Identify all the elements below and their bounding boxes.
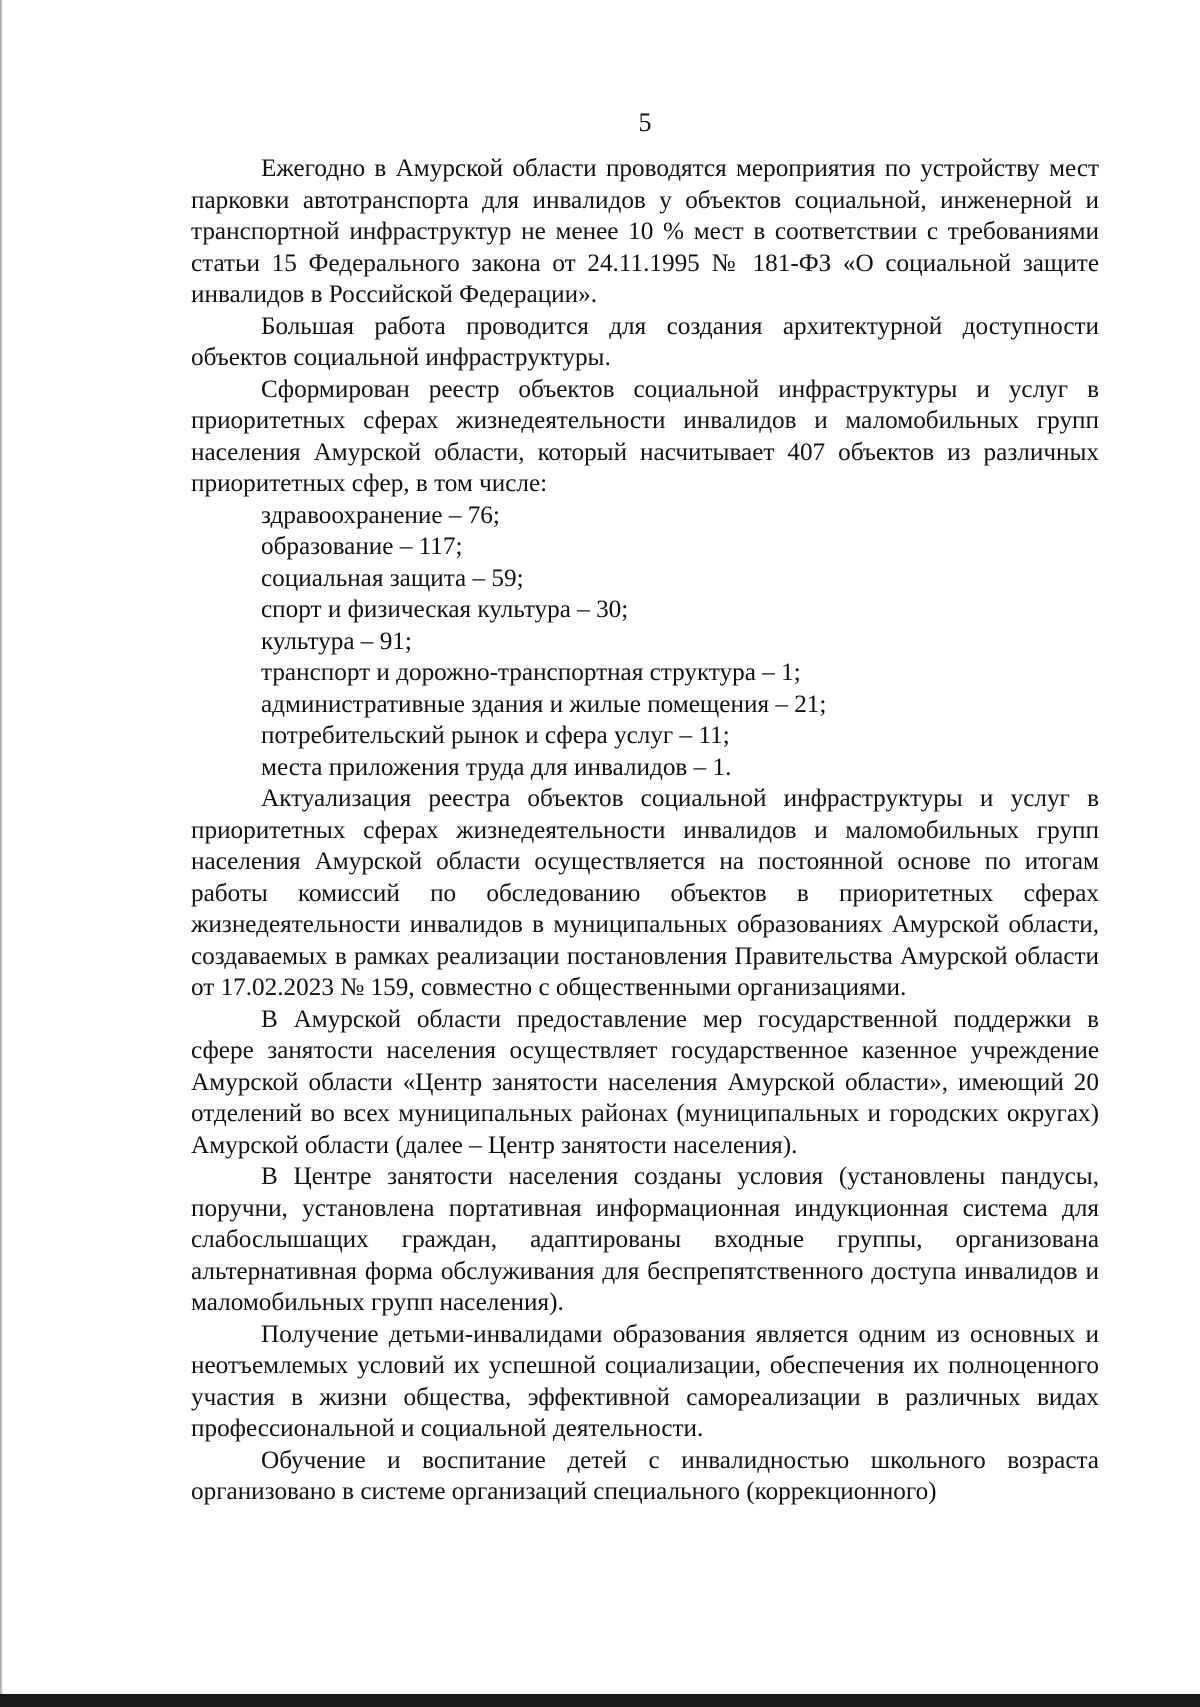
list-item: транспорт и дорожно-транспортная структура – 1; [261,659,801,686]
scan-left-edge [0,0,3,1707]
paragraph-registry-update: Актуализация реестра объектов социальной инфраструктуры и услуг в приоритетных сферах жизнедеятельности инвалидов и маломобильных групп населения Амурской области осуществляется на постоянной основе по итогам работы комиссий по обследованию объектов в приоритетных сферах жизнедеятельности инвалидов в муниципальных образованиях Амурской области, создаваемых в рамках реализации постановления Правительства Амурской области от 17.02.2023 № 159, совместно с общественными организациями. [191,785,1099,1001]
list-item: административные здания и жилые помещения – 21; [261,690,827,718]
scan-bottom-edge [0,1694,1200,1707]
paragraph-accessibility: Большая работа проводится для создания архитектурной доступности объектов социальной инфраструктуры. [191,312,1099,371]
paragraph-parking: Ежегодно в Амурской области проводятся мероприятия по устройству мест парковки автотранспорта для инвалидов у объектов социальной, инженерной и транспортной инфраструктур не менее 10 % мест в соответствии с требованиями статьи 15 Федерального закона от 24.11.1995 № 181-ФЗ «О социальной защите инвалидов в Российской Федерации». [191,155,1099,308]
list-item: места приложения труда для инвалидов – 1. [261,753,732,781]
paragraph-registry: Сформирован реестр объектов социальной инфраструктуры и услуг в приоритетных сферах жизнедеятельности инвалидов и маломобильных групп населения Амурской области, который насчитывает 407 объектов из различных приоритетных сфер, в том числе: [191,375,1099,497]
paragraph-center-conditions: В Центре занятости населения созданы условия (установлены пандусы, поручни, установлена портативная информационная индукционная система для слабослышащих граждан, адаптированы входные группы, организована альтернативная форма обслуживания для беспрепятственного доступа инвалидов и маломобильных групп населения). [191,1163,1099,1316]
list-item: образование – 117; [261,533,463,560]
list-item: потребительский рынок и сфера услуг – 11; [261,722,730,749]
list-item: культура – 91; [261,627,412,655]
paragraph-employment-center: В Амурской области предоставление мер государственной поддержки в сфере занятости населения осуществляет государственное казенное учреждение Амурской области «Центр занятости населения Амурской области», имеющий 20 отделений во всех муниципальных районах (муниципальных и городских округах) Амурской области (далее – Центр занятости населения). [191,1005,1099,1159]
list-item: здравоохранение – 76; [261,501,500,529]
document-body [191,153,1099,1508]
page-number: 5 [638,108,652,137]
paragraph-education: Получение детьми-инвалидами образования является одним из основных и неотъемлемых условий их успешной социализации, обеспечения их полноценного участия в жизни общества, эффективной самореализации в различных видах профессиональной и социальной деятельности. [191,1320,1099,1442]
paragraph-schooling: Обучение и воспитание детей с инвалидностью школьного возраста организовано в системе организаций специального (коррекционного) [191,1446,1099,1505]
registry-list [191,500,1099,784]
list-item: спорт и физическая культура – 30; [261,596,629,623]
list-item: социальная защита – 59; [261,564,524,592]
